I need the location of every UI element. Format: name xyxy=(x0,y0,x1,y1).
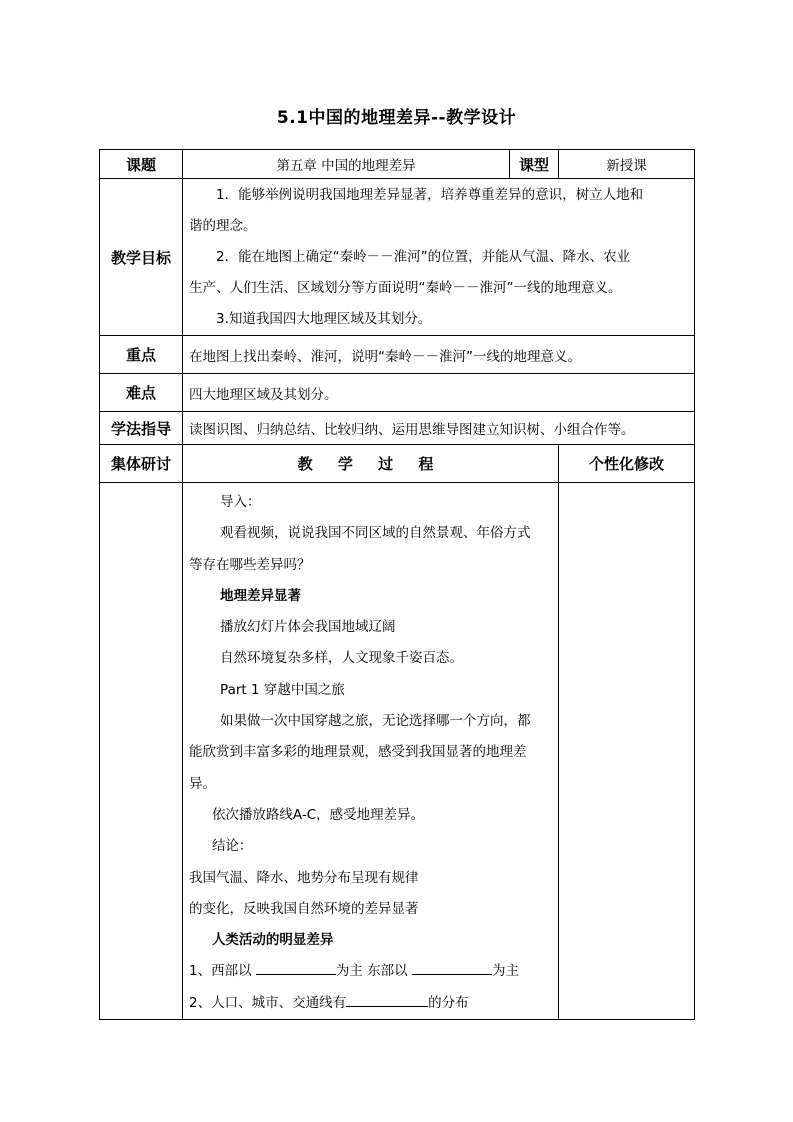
section-heading: 人类活动的明显差异 xyxy=(211,932,334,949)
key-point-row xyxy=(100,336,695,374)
key-point-value: 在地图上找出秦岭、淮河，说明“秦岭－－淮河”一线的地理意义。 xyxy=(183,336,695,374)
goal-line: 1．能够举例说明我国地理差异显著，培养尊重差异的意识，树立人地和 xyxy=(216,186,644,203)
personal-edit-header: 个性化修改 xyxy=(559,445,695,483)
difficulty-label: 难点 xyxy=(100,374,183,412)
video-line: 观看视频，说说我国不同区域的自然景观、年俗方式 xyxy=(220,525,531,542)
topic-value: 第五章 中国的地理差异 xyxy=(183,150,510,179)
slides-line: 播放幻灯片体会我国地域辽阔 xyxy=(220,619,396,636)
key-point-label: 重点 xyxy=(100,336,183,374)
method-row xyxy=(100,412,695,445)
journey-line: 如果做一次中国穿越之旅，无论选择哪一个方向，都 xyxy=(220,713,531,730)
section-heading: 地理差异显著 xyxy=(220,587,302,604)
personal-edit-cell xyxy=(559,483,695,1020)
goal-line: 3.知道我国四大地理区域及其划分。 xyxy=(216,310,432,327)
video-line: 等存在哪些差异吗？ xyxy=(189,556,311,573)
group-discussion-header: 集体研讨 xyxy=(100,445,183,483)
fill-blank-question-2: 2、人口、城市、交通线有 的分布 xyxy=(189,988,552,1019)
process-header-row xyxy=(100,445,695,483)
teaching-process-header: 教 学 过 程 xyxy=(183,445,559,483)
method-value: 读图识图、归纳总结、比较归纳、运用思维导图建立知识树、小组合作等。 xyxy=(183,412,695,445)
journey-line: 异。 xyxy=(189,775,216,792)
part-heading: Part 1 穿越中国之旅 xyxy=(220,681,345,698)
conclusion-label: 结论： xyxy=(211,838,253,855)
goals-content xyxy=(183,179,695,336)
diverse-line: 自然环境复杂多样，人文现象千姿百态。 xyxy=(220,650,464,667)
process-row xyxy=(100,483,695,1020)
lesson-type-label: 课型 xyxy=(510,150,559,179)
answer-blank[interactable] xyxy=(256,960,336,975)
goal-line: 生产、人们生活、区域划分等方面说明“秦岭－－淮河”一线的地理意义。 xyxy=(189,279,622,296)
answer-blank[interactable] xyxy=(346,992,428,1007)
topic-row xyxy=(100,150,695,179)
journey-line: 能欣赏到丰富多彩的地理景观，感受到我国显著的地理差 xyxy=(189,744,527,761)
method-label: 学法指导 xyxy=(100,412,183,445)
difficulty-value: 四大地理区域及其划分。 xyxy=(183,374,695,412)
topic-label: 课题 xyxy=(100,150,183,179)
lesson-plan-table xyxy=(99,149,695,1020)
goal-line: 谐的理念。 xyxy=(189,217,257,234)
document-title: 5.1中国的地理差异--教学设计 xyxy=(276,108,517,128)
routes-line: 依次播放路线A-C，感受地理差异。 xyxy=(211,806,425,823)
conclusion-line: 我国气温、降水、地势分布呈现有规律 xyxy=(189,869,419,886)
difficulty-row xyxy=(100,374,695,412)
goal-line: 2．能在地图上确定“秦岭－－淮河”的位置，并能从气温、降水、农业 xyxy=(216,248,631,265)
goals-label: 教学目标 xyxy=(100,179,183,336)
teaching-process-content xyxy=(183,483,559,1020)
answer-blank[interactable] xyxy=(412,960,492,975)
group-discussion-cell xyxy=(100,483,183,1020)
fill-blank-question-1: 1、西部以 为主 东部以 为主 xyxy=(189,956,552,987)
conclusion-line: 的变化，反映我国自然环境的差异显著 xyxy=(189,900,419,917)
lesson-type-value: 新授课 xyxy=(559,150,695,179)
intro-label: 导入： xyxy=(220,494,261,510)
goals-row xyxy=(100,179,695,336)
